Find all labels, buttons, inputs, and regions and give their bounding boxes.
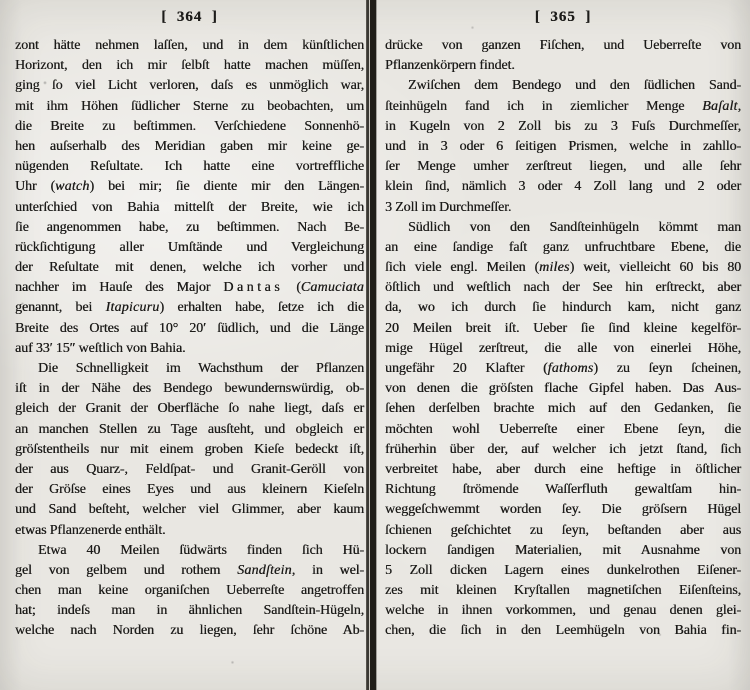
text-line: Die Schnelligkeit im Wachsthum der Pflanzen: [38, 361, 364, 376]
text-line: Zwiſchen dem Bendego und den ſüdlichen Sand-: [408, 78, 741, 94]
text-line: verbreitet habe, aber durch eine heftige in öſtlicher: [385, 461, 741, 477]
book-page-365: [378, 0, 750, 690]
text-line: an eine ſandige faſt ganz unfruchtbare Ebene, die: [385, 239, 741, 255]
text-line: lockern ſandigen Materialien, mit Ausnahme von: [385, 542, 741, 558]
text-line: unterſchied von Bahia mittelſt der Breite, wie ich: [15, 199, 364, 215]
text-line: welche nach Norden zu liegen, ſehr ſchöne Ab-: [15, 623, 364, 639]
text-line: der aus Quarz-, Feldſpat- und Granit-Geröll von: [15, 461, 364, 477]
text-line: zont hätte nehmen laſſen, und in dem künſtlichen: [15, 38, 364, 53]
text-line: Pflanzenkörpern findet.: [385, 58, 515, 74]
text-line: der Reſultate mit denen, welche ich vorher und: [15, 260, 364, 276]
text-line: öſtlich und weſtlich nach der See hin erſtreckt, aber: [385, 280, 741, 296]
text-line: an manchen Stellen zu Tage ausſteht, und obgleich er: [15, 421, 364, 437]
text-line: ſehen derſelben brachte mich auf den Gedanken, ſie: [385, 401, 741, 417]
text-line: Horizont, den ich mir ſelbſt hatte machen müſſen,: [15, 58, 364, 74]
text-line: Südlich von den Sandſteinhügeln kömmt man: [408, 219, 741, 235]
text-line: gleich der Granit der Oberfläche ſo nahe liegt, daſs er: [15, 401, 364, 417]
text-line: ungefähr 20 Klafter (fathoms) zu ſeyn ſcheinen,: [385, 361, 742, 376]
text-line: und in 3 oder 6 ſeitigen Prismen, welche in zahllo-: [385, 138, 741, 154]
text-line: nügenden Reſultate. Ich hatte eine vortreffliche: [15, 159, 364, 175]
text-line: iſt in der Nähe des Bendego bewundernswürdig, ob-: [15, 381, 364, 397]
text-line: ſchienen geſchichtet zu ſeyn, beſtanden aber aus: [385, 522, 741, 538]
text-line: hat; indeſs man in ähnlichen Sandſtein-Hügeln,: [15, 603, 364, 619]
text-line: gröſstentheils nur mit einem groben Kieſe bedeckt iſt,: [15, 441, 364, 457]
text-column-right: [385, 36, 741, 642]
text-line: chen man keine organiſchen Ueberreſte angetroffen: [15, 583, 364, 599]
text-line: auf 33′ 15″ weſtlich von Bahia.: [15, 340, 186, 356]
text-line: von denen die gröſsten flache Gipfel haben. Das Aus-: [385, 381, 741, 397]
text-line: Uhr (watch) bei mir; ſie diente mir den Längen-: [15, 179, 364, 195]
text-line: und Sand beſteht, welcher viel Glimmer, aber kaum: [15, 502, 364, 518]
text-line: gel von gelbem und rothem Sandſtein, in wel-: [15, 562, 364, 578]
page-number-right: [ 365 ]: [534, 9, 592, 25]
page-divider-rule: [365, 0, 378, 690]
text-line: drücke von ganzen Fiſchen, und Ueberreſte von: [385, 38, 741, 53]
page-number-left: [ 364 ]: [161, 9, 218, 25]
text-line: etwas Pflanzenerde enthält.: [15, 522, 166, 538]
text-line: zes mit kleinen Kryſtallen magnetiſchen Eiſenſteins,: [385, 583, 741, 599]
text-line: Richtung ſtrömende Waſſerfluth gewaltſam hin-: [385, 482, 741, 498]
text-line: ſer Menge umher zerſtreut liegen, und alle ſehr: [385, 159, 741, 175]
text-line: früherhin über der, auf welcher ich jetzt ſtand, ſich: [385, 441, 741, 457]
text-line: in Kugeln von 2 Zoll bis zu 3 Fuſs Durchmeſſer,: [385, 118, 741, 134]
text-line: ſteinhügeln fand ich in ziemlicher Menge Baſalt,: [385, 98, 741, 114]
text-line: ging ſo viel Licht verloren, daſs es unmöglich war,: [15, 78, 364, 94]
text-line: mige Hügel zerſtreut, die alle von einerlei Höhe,: [385, 340, 741, 356]
text-line: ſich viele engl. Meilen (miles) weit, vielleicht 60 bis 80: [385, 260, 741, 276]
text-line: die Breite zu beſtimmen. Verſchiedene Sonnenhö-: [15, 118, 364, 134]
text-line: der Gröſse eines Eyes und aus kleinern Kieſeln: [15, 482, 364, 498]
text-line: nachher im Hauſe des Major Dantas (Camuciata: [15, 280, 365, 296]
text-line: klein ſind, nämlich 3 oder 4 Zoll lang und 2 oder: [385, 179, 741, 195]
text-column-left: [15, 36, 364, 642]
text-line: Etwa 40 Meilen ſüdwärts finden ſich Hü-: [38, 542, 364, 558]
text-line: da, wo ich durch ſie hindurch kam, nicht ganz: [385, 300, 741, 316]
text-line: 3 Zoll im Durchmeſſer.: [385, 199, 512, 215]
text-line: genannt, bei Itapicuru) erhalten habe, ſetze ich die: [15, 300, 364, 316]
text-line: 5 Zoll dicken Lagern eines dunkelrothen Eiſener-: [385, 562, 741, 578]
text-line: 20 Meilen breit iſt. Ueber ſie ſind kleine kegelför-: [385, 320, 741, 336]
text-line: Breite des Ortes auf 10° 20′ ſüdlich, und die Länge: [15, 320, 364, 336]
text-line: chen, die ſich in den Leemhügeln von Bahia fin-: [385, 623, 741, 639]
text-line: weggeſchwemmt worden ſey. Die gröſsern Hügel: [385, 502, 741, 518]
text-line: welche in ihnen vorkommen, und genau denen glei-: [385, 603, 741, 619]
text-line: mit ihm Höhen ſüdlicher Sterne zu beobachten, um: [15, 98, 364, 114]
text-line: rückſichtigung aller Umſtände und Vergleichung: [15, 239, 364, 255]
text-line: möchten wohl Ueberreſte einer Ebene ſeyn, die: [385, 421, 741, 437]
text-line: ſie angenommen habe, zu beſtimmen. Nach Be-: [15, 219, 364, 235]
book-page-364: [0, 0, 366, 690]
text-line: hen auſserhalb des Meridian gaben mir keine ge-: [15, 138, 364, 154]
